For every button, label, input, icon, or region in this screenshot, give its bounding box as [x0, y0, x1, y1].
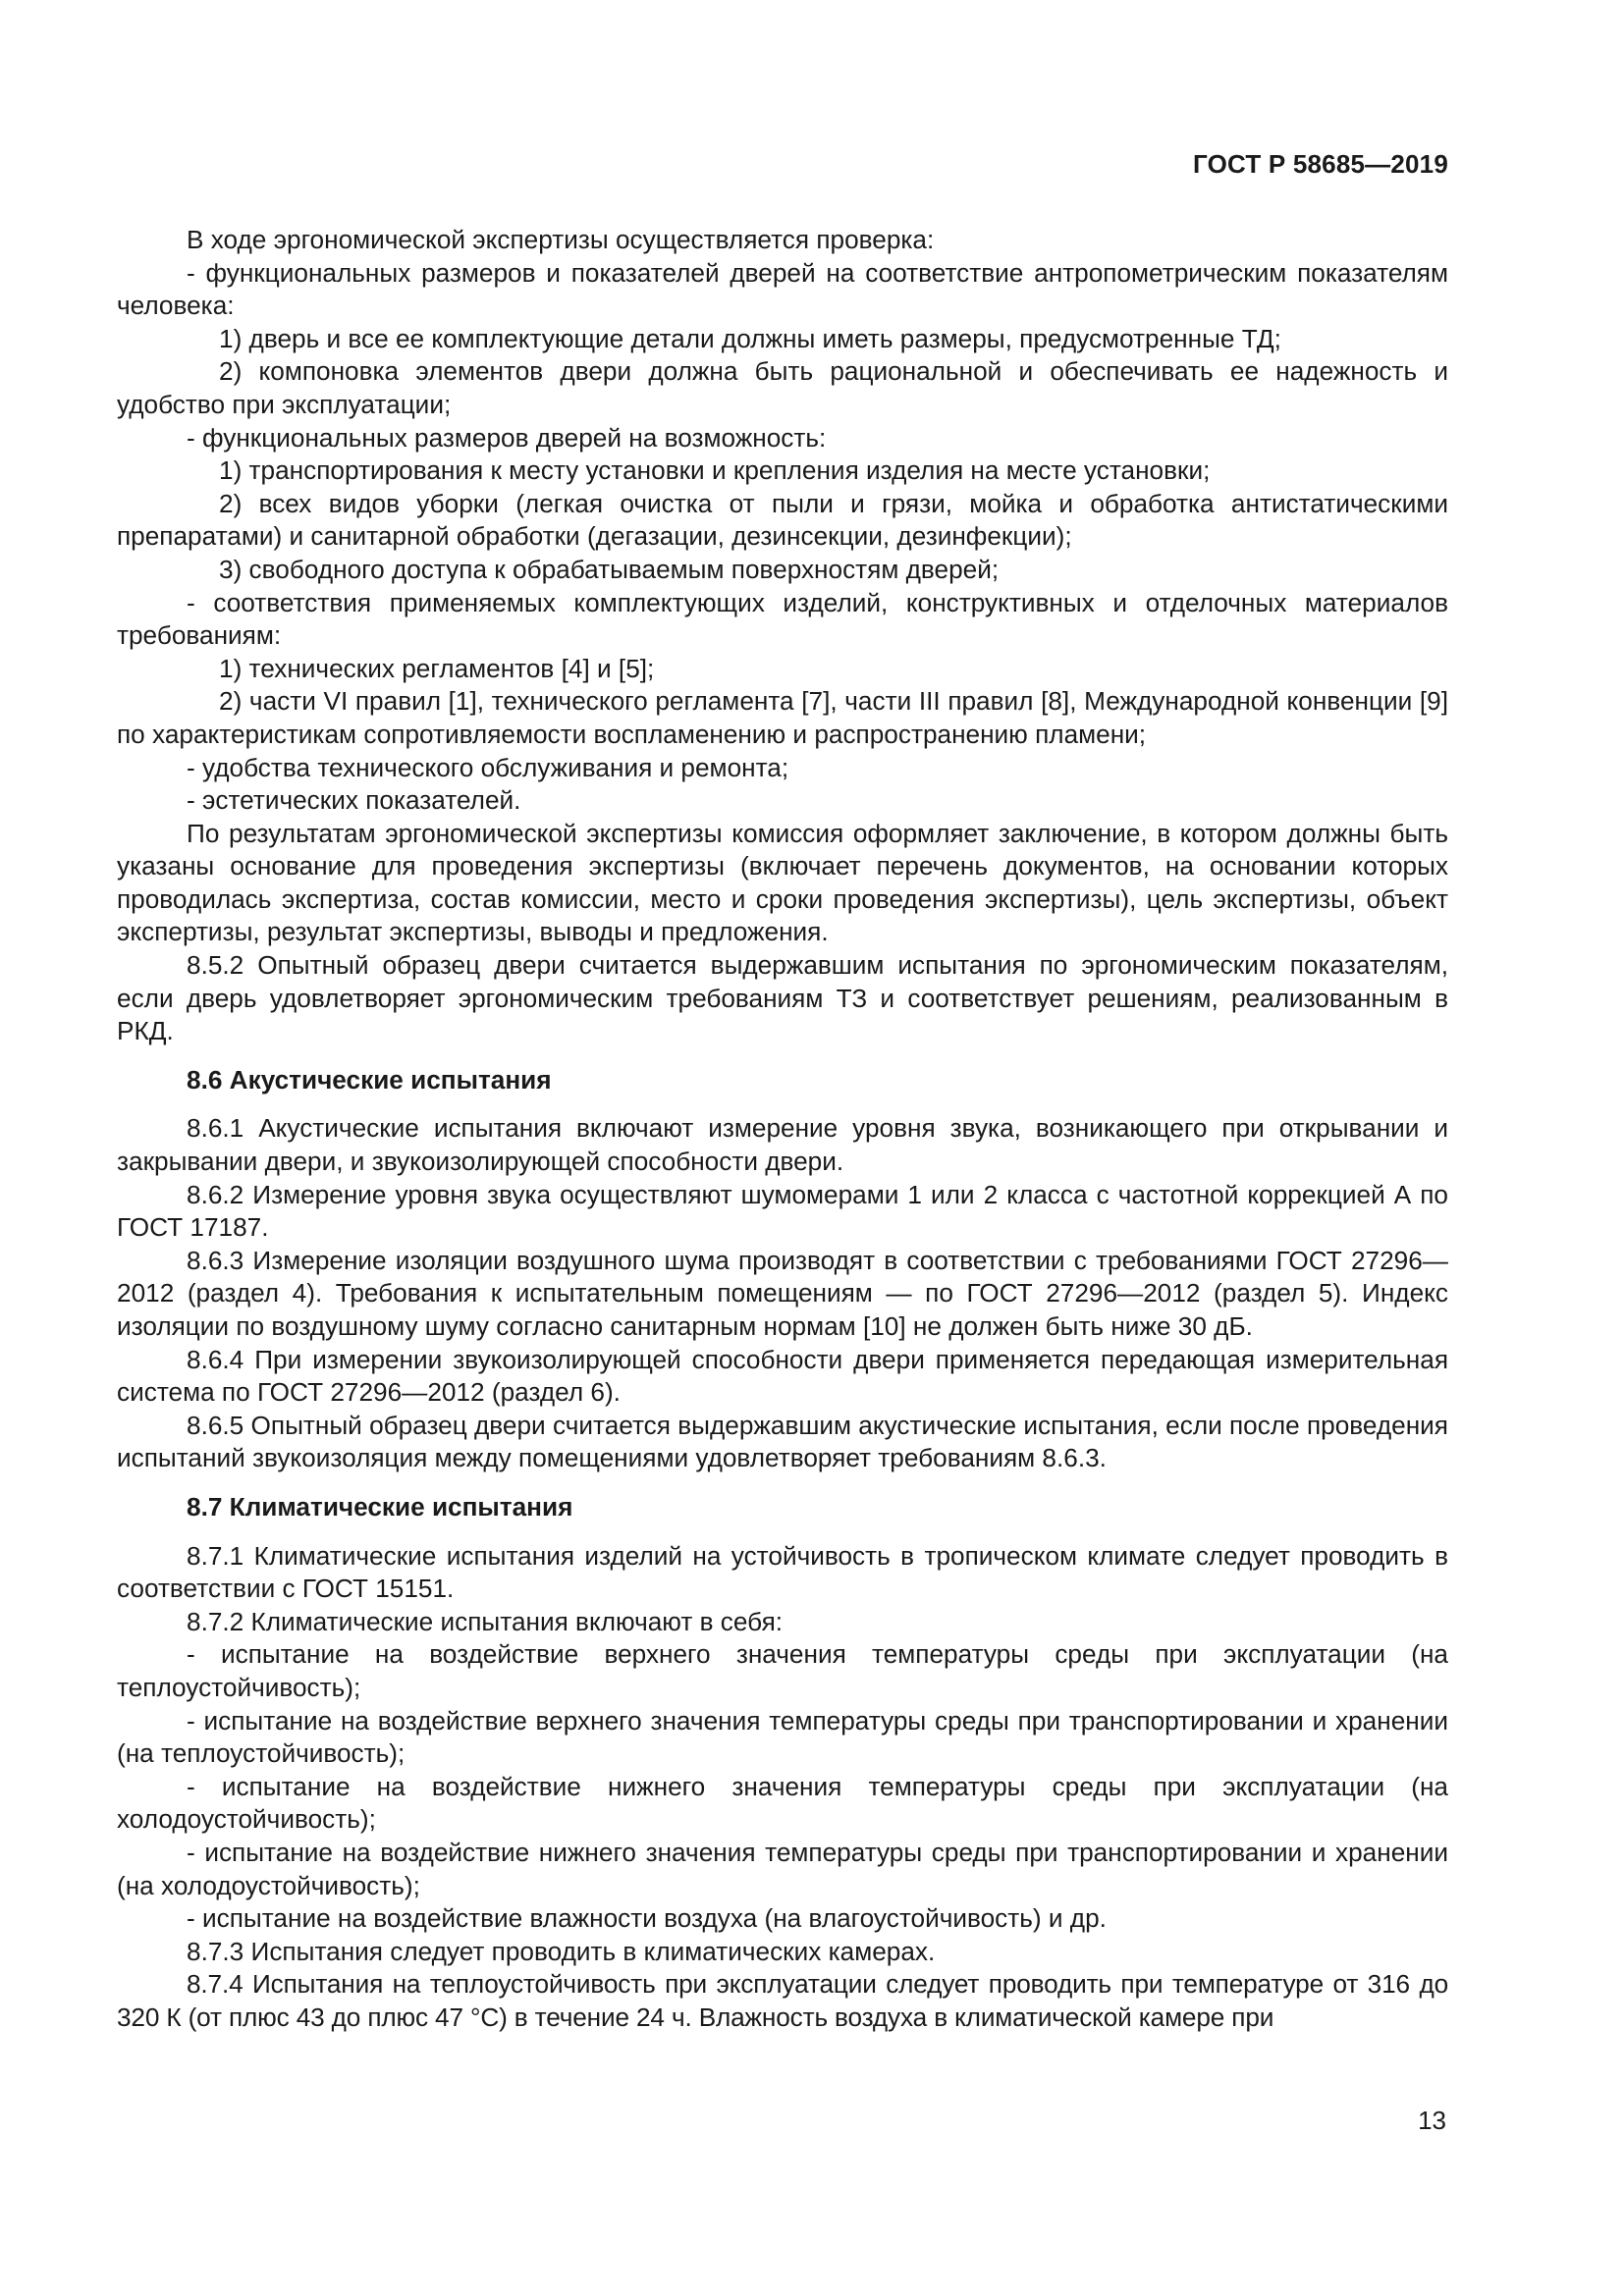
document-header: ГОСТ Р 58685—2019: [1193, 149, 1448, 179]
list-item: - испытание на воздействие верхнего значения температуры среды при транспортировании и хранении (на теплоустойчивость);: [117, 1705, 1448, 1769]
paragraph: 8.6.1 Акустические испытания включают измерение уровня звука, возникающего при открывании и закрывании двери, и звукоизолирующей способности двери.: [117, 1113, 1448, 1177]
paragraph: 8.6.5 Опытный образец двери считается выдержавшим акустические испытания, если после проведения испытаний звукоизоляция между помещениями удовлетворяет требованиям 8.6.3.: [117, 1410, 1448, 1473]
list-item: - удобства технического обслуживания и ремонта;: [187, 752, 789, 782]
list-item: - функциональных размеров дверей на возможность:: [187, 422, 827, 453]
paragraph: По результатам эргономической экспертизы комиссия оформляет заключение, в котором должны быть указаны основание для проведения экспертизы (включает перечень документов, на основании которых проводилась экспертиза, состав комиссии, место и сроки проведения экспертизы), цель экспертизы, объект экспертизы, результат экспертизы, выводы и предложения.: [117, 818, 1448, 947]
list-item: - эстетических показателей.: [187, 785, 521, 816]
list-item: - испытание на воздействие нижнего значения температуры среды при эксплуатации (на холодоустойчивость);: [117, 1771, 1448, 1835]
document-body: [117, 224, 1448, 2034]
paragraph: 8.7.1 Климатические испытания изделий на устойчивость в тропическом климате следует проводить в соответствии с ГОСТ 15151.: [117, 1540, 1448, 1604]
section-heading: 8.6 Акустические испытания: [187, 1064, 552, 1095]
list-item: 1) дверь и все ее комплектующие детали должны иметь размеры, предусмотренные ТД;: [219, 323, 1281, 353]
list-item: - испытание на воздействие верхнего значения температуры среды при эксплуатации (на теплоустойчивость);: [117, 1639, 1448, 1702]
list-item: 3) свободного доступа к обрабатываемым поверхностям дверей;: [219, 554, 1000, 584]
paragraph: 8.7.3 Испытания следует проводить в климатических камерах.: [187, 1936, 936, 1966]
paragraph: 8.6.2 Измерение уровня звука осуществляют шумомерами 1 или 2 класса с частотной коррекцией А по ГОСТ 17187.: [117, 1179, 1448, 1243]
list-item: - соответствия применяемых комплектующих изделий, конструктивных и отделочных материалов требованиям:: [117, 587, 1448, 651]
list-item: 1) технических регламентов [4] и [5];: [219, 653, 655, 683]
paragraph: 8.5.2 Опытный образец двери считается выдержавшим испытания по эргономическим показателям, если дверь удовлетворяет эргономическим требованиям ТЗ и соответствует решениям, реализованным в РКД.: [117, 950, 1448, 1046]
paragraph: 8.7.2 Климатические испытания включают в себя:: [187, 1606, 784, 1636]
list-item: 1) транспортирования к месту установки и крепления изделия на месте установки;: [219, 455, 1211, 486]
list-item: - испытание на воздействие нижнего значения температуры среды при транспортировании и хранении (на холодоустойчивость);: [117, 1837, 1448, 1900]
page-number: 13: [1418, 2106, 1446, 2135]
paragraph: В ходе эргономической экспертизы осуществляется проверка:: [187, 225, 935, 254]
list-item: 2) части VI правил [1], технического регламента [7], части III правил [8], Международной конвенции [9] по характеристикам сопротивляемости воспламенению и распространению пламени;: [117, 686, 1448, 749]
list-item: - функциональных размеров и показателей дверей на соответствие антропометрическим показателям человека:: [117, 257, 1448, 321]
list-item: 2) всех видов уборки (легкая очистка от пыли и грязи, мойка и обработка антистатическими препаратами) и санитарной обработки (дегазации, дезинсекции, дезинфекции);: [117, 488, 1448, 552]
section-heading: 8.7 Климатические испытания: [187, 1491, 573, 1522]
paragraph: 8.6.4 При измерении звукоизолирующей способности двери применяется передающая измерительная система по ГОСТ 27296—2012 (раздел 6).: [117, 1344, 1448, 1408]
paragraph: 8.6.3 Измерение изоляции воздушного шума производят в соответствии с требованиями ГОСТ 27296—2012 (раздел 4). Требования к испытательным помещениям — по ГОСТ 27296—2012 (раздел 5). Индекс изоляции по воздушному шуму согласно санитарным нормам [10] не должен быть ниже 30 дБ.: [117, 1245, 1448, 1341]
list-item: - испытание на воздействие влажности воздуха (на влагоустойчивость) и др.: [187, 1903, 1107, 1934]
paragraph: 8.7.4 Испытания на теплоустойчивость при эксплуатации следует проводить при температуре от 316 до 320 К (от плюс 43 до плюс 47 °С) в течение 24 ч. Влажность воздуха в климатической камере при: [117, 1969, 1448, 2032]
list-item: 2) компоновка элементов двери должна быть рациональной и обеспечивать ее надежность и удобство при эксплуатации;: [117, 356, 1448, 419]
